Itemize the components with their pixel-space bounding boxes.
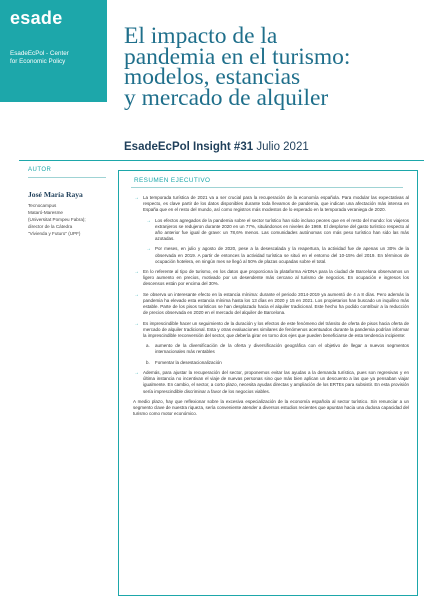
sidebar — [0, 0, 107, 600]
author-name: José María Raya — [28, 190, 83, 199]
brand-subtitle-line: EsadeEcPol - Center — [10, 50, 69, 57]
author-divider — [28, 177, 106, 178]
summary-text: aumento de la diversificación de la oferta y diversificación geográfica con el objetivo de llegar a nuevos segmentos internacionales más rentables — [155, 343, 409, 355]
title-divider — [107, 160, 424, 161]
author-bio-line: Mataró-Maresme — [28, 210, 63, 215]
summary-closing-paragraph: A medio plazo, hay que reflexionar sobre la excesiva especialización de la economía española al sector turístico. Sin renunciar a un segmento clave de nuestra riqueza, sería conveniente atender a diversos estudios recientes que apuntan hacia una dudosa capacidad del turismo como motor económico. — [133, 398, 409, 417]
arrow-icon: → — [146, 217, 151, 224]
summary-text: Fomentar la desestacionalización — [155, 359, 222, 365]
brand-block — [0, 0, 107, 102]
summary-subbullet — [145, 246, 409, 264]
executive-summary-box — [118, 170, 418, 596]
summary-text: Además, para ajustar la recuperación del sector, proponemos evitar las ayudas a la demanda turística, pues son regresivas y en última instancia no incentivan el viaje de nuevas personas sino que más bien aplican un descuento a las que ya pensaban viajar igualmente. En cambio, el sector, a corto plazo, necesita ayudas directas y ampliación de los ERTEs para subsistir. En esta provisión sería imprescindible discriminar a favor de los negocios viables. — [143, 370, 409, 394]
summary-text: La temporada turística de 2021 va a ser crucial para la recuperación de la economía española. Para modular las expectativas al respecto, es clave partir de los datos disponibles durante toda llevamos de pandemia, que indican una afectación más intensa en España que en el resto del mundo, así como registros más modestos de lo esperado en la temporada veraniega de 2020. — [143, 195, 409, 213]
summary-text: Se observa un interesante efecto en la estancia mínima: durante el periodo 2014-2019 ya aumentó de 4 a 8 días. Pero además la pandemia ha elevado esta estancia mínima hasta los 13 días en 2020 y 15 en 2021. Los propietarios han buscado un inquilino más estable. Parte de los pisos turísticos se han desplazado hacia el alquiler tradicional. Este hecho ha podido contribuir a la reducción de precios observada en 2020 en el mercado del alquiler de Barcelona. — [143, 291, 409, 316]
author-bio-line: "Vivienda y Futuro" (UPF) — [28, 231, 81, 236]
summary-bullet — [133, 370, 409, 395]
summary-subbullet — [145, 218, 409, 243]
title-line: El impacto de la — [124, 23, 278, 49]
summary-letter-item — [145, 360, 409, 366]
summary-bullet — [133, 321, 409, 339]
summary-heading: RESUMEN EJECUTIVO — [134, 177, 211, 184]
arrow-icon: → — [134, 195, 139, 201]
arrow-icon: → — [146, 246, 151, 253]
arrow-icon: → — [134, 269, 139, 276]
sidebar-divider — [19, 160, 107, 161]
summary-text: Los efectos agregados de la pandemia sobre el sector turístico han sido incluso peores que en el resto del mundo: los viajeros extranjeros se redujeron durante 2020 en un 77%, situándonos en niveles de 1969. El desplome del gasto turístico respecto al año anterior fue igual de grave: un 78,6% menos. Las comunidades autónomas con más peso turístico han sido las más azotadas. — [155, 217, 409, 242]
summary-bullet — [133, 292, 409, 317]
title-line: modelos, estancias — [124, 64, 301, 90]
summary-text: Por meses, en julio y agosto de 2020, pese a la desescalada y la reapertura, la actividad fue de apenas un 30% de la observada en 2019. A partir de entonces la actividad turística se situó en el entorno del 10-15% del 2019. En términos de ocupación hotelera, en ningún mes se llegó al 50% de plazas ocupadas sobre el total. — [155, 246, 409, 264]
summary-divider — [131, 187, 403, 188]
title-line: y mercado de alquiler — [124, 84, 329, 111]
insight-series: EsadeEcPol Insight #31 — [124, 141, 254, 153]
author-heading: AUTOR — [28, 167, 52, 173]
summary-bullet — [133, 195, 409, 213]
brand-subtitle — [10, 50, 102, 66]
author-bio-line: director de la Cátedra — [28, 224, 73, 229]
author-bio — [28, 202, 106, 237]
summary-text: Es imprescindible hacer un seguimiento de la duración y los efectos de este fenómeno del tránsito de oferta de pisos hacia oferta de mercado de alquiler tradicional. Esta y otras evaluaciones similares de fenómenos acentuados durante la pandemia podrían informar la imprescindible reconversión del sector, que debería girar en torno dos ejes que pueden beneficiarse de esta tendencia incipiente: — [143, 320, 409, 338]
insight-subtitle — [124, 141, 309, 153]
summary-content — [133, 195, 409, 421]
esade-logo[interactable]: esade — [10, 8, 63, 28]
item-label: a. — [146, 343, 150, 349]
author-bio-line: Tecnocampus — [28, 203, 57, 208]
insight-date: Julio 2021 — [256, 141, 309, 153]
summary-letter-item — [145, 343, 409, 355]
summary-text: En lo referente al tipo de turismo, en los datos que proporciona la plataforma AirDNA para la ciudad de Barcelona observamos un ligero aumento en precios, motivado por un desendente más cercano al turismo de negocios. En ocupación e ingresos los descensos están por encima del 30%. — [143, 269, 409, 287]
title-line: pandemia en el turismo: — [124, 43, 351, 70]
author-bio-line: (Universitat Pompeu Fabra); — [28, 217, 86, 222]
item-label: b. — [146, 359, 150, 365]
brand-subtitle-line: for Economic Policy — [10, 58, 66, 65]
arrow-icon: → — [134, 291, 139, 298]
arrow-icon: → — [134, 320, 139, 327]
summary-bullet — [133, 269, 409, 287]
arrow-icon: → — [134, 370, 139, 377]
page-title — [124, 23, 420, 111]
